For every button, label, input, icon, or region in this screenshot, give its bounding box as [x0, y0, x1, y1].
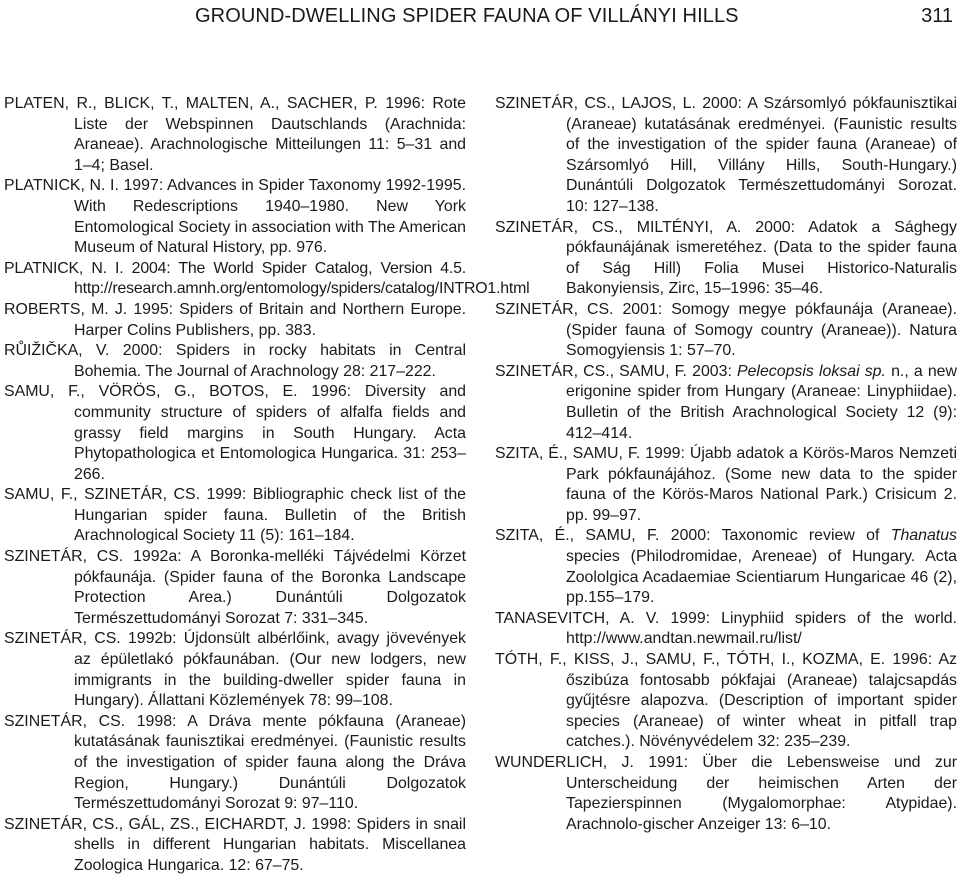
- reference-entry: [495, 362, 957, 444]
- reference-entry: SAMU, F., SZINETÁR, CS. 1999: Bibliographic check list of the Hungarian spider fauna. Bulletin of the British Arachnological Society 11 (5): 161–184.: [4, 486, 466, 545]
- reference-text: species (Philodromidae, Areneae) of Hungary. Acta Zoololgica Acadaemiae Scientiarum Hungaricae 46 (2), pp.155–179.: [566, 548, 957, 607]
- reference-entry: SZINETÁR, CS. 2001: Somogy megye pókfaunája (Araneae). (Spider fauna of Somogy country (Araneae)). Natura Somogyiensis 1: 57–70.: [495, 300, 957, 360]
- reference-entry: [495, 526, 957, 608]
- reference-entry: ROBERTS, M. J. 1995: Spiders of Britain and Northern Europe. Harper Colins Publishers, pp. 383.: [4, 300, 466, 339]
- reference-entry: SZINETÁR, CS., MILTÉNYI, A. 2000: Adatok a Sághegy pókfaunájának ismeretéhez. (Data to the spider fauna of Ság Hill) Folia Musei Historico-Naturalis Bakonyiensis, Zirc, 15–1996: 35–46.: [495, 218, 957, 298]
- reference-entry: RŮIŽIČKA, V. 2000: Spiders in rocky habitats in Central Bohemia. The Journal of Arachnology 28: 217–222.: [4, 342, 466, 380]
- reference-entry: SZINETÁR, CS. 1998: A Dráva mente pókfauna (Araneae) kutatásának faunisztikai eredményei. (Faunistic results of the investigation of spider fauna along the Dráva Region, Hungary.) Dunántúli Dolgozatok Természettudományi Sorozat 9: 97–110.: [4, 712, 466, 813]
- reference-entry: PLATEN, R., BLICK, T., MALTEN, A., SACHER, P. 1996: Rote Liste der Webspinnen Dautschlands (Arachnida: Araneae). Arachnologische Mitteilungen 11: 5–31 and 1–4; Basel.: [4, 95, 466, 174]
- references-right-column: [495, 94, 957, 835]
- reference-entry: SZINETÁR, CS. 1992b: Újdonsült albérlőink, avagy jövevények az épületlakó pókfaunában. (Our new lodgers, new immigrants in the building-dweller spider fauna in Hungary). Állattani Közlemények 78: 99–108.: [4, 630, 466, 710]
- running-title: GROUND-DWELLING SPIDER FAUNA OF VILLÁNYI HILLS: [195, 5, 739, 27]
- reference-text: SZINETÁR, CS., SAMU, F. 2003:: [495, 362, 737, 380]
- reference-entry: SAMU, F., VÖRÖS, G., BOTOS, E. 1996: Diversity and community structure of spiders of alfalfa fields and grassy field margins in South Hungary. Acta Phytopathologica et Entomologica Hungarica. 31: 253–266.: [4, 383, 466, 483]
- references-left-column: [4, 94, 530, 877]
- reference-entry: SZINETÁR, CS., LAJOS, L. 2000: A Szársomlyó pókfaunisztikai (Araneae) kutatásának eredményei. (Faunistic results of the investigation of the spider fauna (Araneae) of Szársomlyó Hill, Villány Hills, South-Hungary.) Dunántúli Dolgozatok Természettudományi Sorozat. 10: 127–138.: [495, 95, 957, 215]
- page-number: 311: [921, 5, 953, 27]
- reference-text: SZITA, É., SAMU, F. 2000: Taxonomic review of: [495, 527, 891, 545]
- reference-entry: TANASEVITCH, A. V. 1999: Linyphiid spiders of the world. http://www.andtan.newmail.ru/list/: [495, 609, 957, 648]
- reference-entry: SZINETÁR, CS. 1992a: A Boronka-melléki Tájvédelmi Körzet pókfaunája. (Spider fauna of the Boronka Landscape Protection Area.) Dunántúli Dolgozatok Természettudományi Sorozat 7: 331–345.: [4, 548, 466, 627]
- reference-entry: TÓTH, F., KISS, J., SAMU, F., TÓTH, I., KOZMA, E. 1996: Az őszibúza fontosabb pókfajai (Araneae) talajcsapdás gyűjtésre alapozva. (Description of important spider species (Araneae) of winter wheat in pitfall trap catches.). Növényvédelem 32: 235–239.: [495, 651, 957, 751]
- running-header: [0, 3, 960, 33]
- reference-entry: SZITA, É., SAMU, F. 1999: Újabb adatok a Körös-Maros Nemzeti Park pókfaunájához. (Some new data to the spider fauna of the Körös-Maros National Park.) Crisicum 2. pp. 99–97.: [495, 445, 957, 524]
- reference-entry: SZINETÁR, CS., GÁL, ZS., EICHARDT, J. 1998: Spiders in snail shells in different Hungarian habitats. Miscellanea Zoologica Hungarica. 12: 67–75.: [4, 815, 466, 874]
- genus-name: Thanatus: [890, 527, 957, 545]
- reference-entry: PLATNICK, N. I. 2004: The World Spider Catalog, Version 4.5. http://research.amnh.org/entomology/spiders/catalog/INTRO1.html: [4, 259, 530, 298]
- reference-entry: WUNDERLICH, J. 1991: Über die Lebensweise und zur Unterscheidung der heimischen Arten der Tapezierspinnen (Mygalomorphae: Atypidae). Arachnolo-gischer Anzeiger 13: 6–10.: [495, 754, 957, 833]
- reference-text: n., a new erigonine spider from Hungary (Araneae: Linyphiidae). Bulletin of the British Arachnological Society 12 (9): 412–414.: [566, 362, 957, 442]
- reference-entry: PLATNICK, N. I. 1997: Advances in Spider Taxonomy 1992-1995. With Redescriptions 1940–1980. New York Entomological Society in association with The American Museum of Natural History, pp. 976.: [4, 177, 466, 257]
- species-name: Pelecopsis loksai sp.: [737, 362, 886, 380]
